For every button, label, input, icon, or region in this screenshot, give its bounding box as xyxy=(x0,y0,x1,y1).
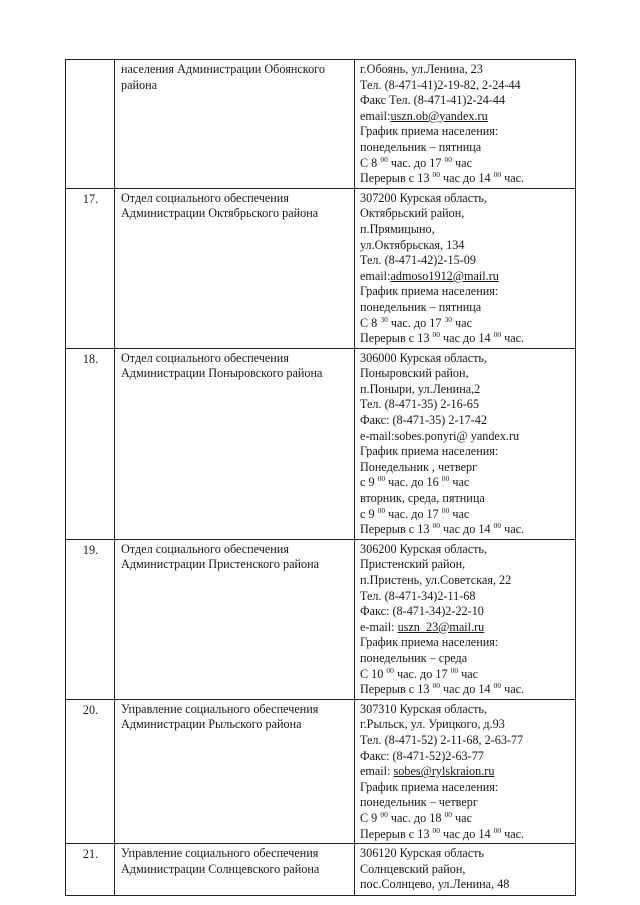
schedule-break: Перерыв с 13 $^{00}$ час до 14 $^{00}$ час. xyxy=(360,521,525,537)
org-line: Администрации Рыльского района xyxy=(121,717,302,732)
schedule-days: понедельник – пятница xyxy=(360,299,482,314)
email-link[interactable]: admoso1912@mail.ru xyxy=(390,268,499,283)
schedule-break: Перерыв с 13 $^{00}$ час до 14 $^{00}$ час. xyxy=(360,825,525,841)
organization-name xyxy=(115,539,355,699)
email-line: e-mail:sobes.ponyri@ yandex.ru xyxy=(360,428,520,443)
contact-details xyxy=(355,699,576,843)
phone-line: Тел. (8-471-42)2-15-09 xyxy=(360,253,476,268)
org-line: Администрации Октябрьского района xyxy=(121,206,319,221)
table-row xyxy=(66,348,576,539)
email-link[interactable]: uszn.ob@yandex.ru xyxy=(390,108,488,123)
phone-line: Тел. (8-471-35) 2-16-65 xyxy=(360,397,479,412)
email-link[interactable]: sobes@rylskraion.ru xyxy=(393,764,495,779)
contact-details xyxy=(355,348,576,539)
address-line: г.Рыльск, ул. Урицкого, д.93 xyxy=(360,717,505,732)
schedule-hours: С 8 $^{30}$ час. до 17 $^{30}$ час xyxy=(360,314,472,330)
org-line: Администрации Солнцевского района xyxy=(121,861,320,876)
table-row xyxy=(66,699,576,843)
fax-line: Факс: (8-471-34)2-22-10 xyxy=(360,604,484,619)
phone-line: Тел. (8-471-41)2-19-82, 2-24-44 xyxy=(360,77,521,92)
address-line: Октябрьский район, xyxy=(360,206,465,221)
address-line: Пристенский район, xyxy=(360,557,466,572)
org-line: населения Администрации Обоянского xyxy=(121,62,325,76)
email-line: email: sobes@rylskraion.ru xyxy=(360,764,495,779)
org-line: Отдел социального обеспечения xyxy=(121,350,289,365)
address-line: п.Пристень, ул.Советская, 22 xyxy=(360,573,512,587)
email-line: e-mail: uszn_23@mail.ru xyxy=(360,619,485,634)
table-row xyxy=(66,188,576,348)
org-line: Администрации Поныровского района xyxy=(121,366,323,381)
fax-line: Факс: (8-471-52)2-63-77 xyxy=(360,748,484,763)
address-line: п.Прямицыно, xyxy=(360,221,435,236)
row-number xyxy=(66,60,115,189)
address-line: п.Поныри, ул.Ленина,2 xyxy=(360,381,481,396)
fax-line: Факс Тел. (8-471-41)2-24-44 xyxy=(360,93,506,108)
address-line: ул.Октябрьская, 134 xyxy=(360,237,465,252)
row-number: 18. xyxy=(66,348,115,539)
org-line: Отдел социального обеспечения xyxy=(121,541,289,556)
address-line: 306200 Курская область, xyxy=(360,541,488,556)
schedule-days: понедельник – среда xyxy=(360,650,468,665)
row-number: 17. xyxy=(66,188,115,348)
org-line: Управление социального обеспечения xyxy=(121,701,319,716)
address-line: 307200 Курская область, xyxy=(360,190,488,205)
schedule-hours: С 10 $^{00}$ час. до 17 $^{00}$ час xyxy=(360,665,479,681)
schedule-hours: С 9 $^{00}$ час. до 18 $^{00}$ час xyxy=(360,809,472,825)
row-number: 20. xyxy=(66,699,115,843)
email-line: email:admoso1912@mail.ru xyxy=(360,268,499,283)
schedule-days: вторник, среда, пятница xyxy=(360,491,485,506)
schedule-break: Перерыв с 13 $^{00}$ час до 14 $^{00}$ час. xyxy=(360,330,525,346)
schedule-hours: С 8 $^{00}$ час. до 17 $^{00}$ час xyxy=(360,154,472,170)
schedule-hours: с 9 $^{00}$ час. до 16 $^{00}$ час xyxy=(360,474,470,490)
organization-name xyxy=(115,699,355,843)
row-number: 19. xyxy=(66,539,115,699)
organization-name xyxy=(115,348,355,539)
schedule-days: понедельник – четверг xyxy=(360,795,478,810)
address-line: 306000 Курская область, xyxy=(360,350,488,365)
contact-details xyxy=(355,188,576,348)
organization-name xyxy=(115,60,355,189)
table-row xyxy=(66,539,576,699)
org-line: Отдел социального обеспечения xyxy=(121,190,289,205)
address-line: Солнцевский район, xyxy=(360,861,466,876)
schedule-title: График приема населения: xyxy=(360,124,499,139)
email-link[interactable]: uszn_23@mail.ru xyxy=(397,619,485,634)
fax-line: Факс: (8-471-35) 2-17-42 xyxy=(360,413,487,428)
schedule-title: График приема населения: xyxy=(360,635,499,650)
organization-name xyxy=(115,844,355,896)
schedule-title: График приема населения: xyxy=(360,779,499,794)
address-line: Поныровский район, xyxy=(360,366,469,381)
contact-details xyxy=(355,60,576,189)
schedule-title: График приема населения: xyxy=(360,444,499,459)
address-line: 307310 Курская область, xyxy=(360,701,488,716)
schedule-title: График приема населения: xyxy=(360,284,499,299)
row-number: 21. xyxy=(66,844,115,896)
org-line: Администрации Пристенского района xyxy=(121,557,320,572)
schedule-days: Понедельник , четверг xyxy=(360,459,478,474)
social-security-offices-table xyxy=(65,59,576,896)
phone-line: Тел. (8-471-34)2-11-68 xyxy=(360,588,476,603)
address-line: 306120 Курская область xyxy=(360,846,484,861)
address-line: пос.Солнцево, ул.Ленина, 48 xyxy=(360,877,510,892)
address-line: г.Обоянь, ул.Ленина, 23 xyxy=(360,62,483,76)
table-row xyxy=(66,60,576,189)
schedule-break: Перерыв с 13 $^{00}$ час до 14 $^{00}$ час. xyxy=(360,170,525,186)
organization-name xyxy=(115,188,355,348)
contact-details xyxy=(355,539,576,699)
phone-line: Тел. (8-471-52) 2-11-68, 2-63-77 xyxy=(360,732,524,747)
schedule-hours: с 9 $^{00}$ час. до 17 $^{00}$ час xyxy=(360,505,470,521)
table-row xyxy=(66,844,576,896)
schedule-break: Перерыв с 13 $^{00}$ час до 14 $^{00}$ час. xyxy=(360,681,525,697)
contact-details xyxy=(355,844,576,896)
schedule-days: понедельник – пятница xyxy=(360,139,482,154)
org-line: района xyxy=(121,77,158,92)
email-line: email:uszn.ob@yandex.ru xyxy=(360,108,488,123)
org-line: Управление социального обеспечения xyxy=(121,846,319,861)
